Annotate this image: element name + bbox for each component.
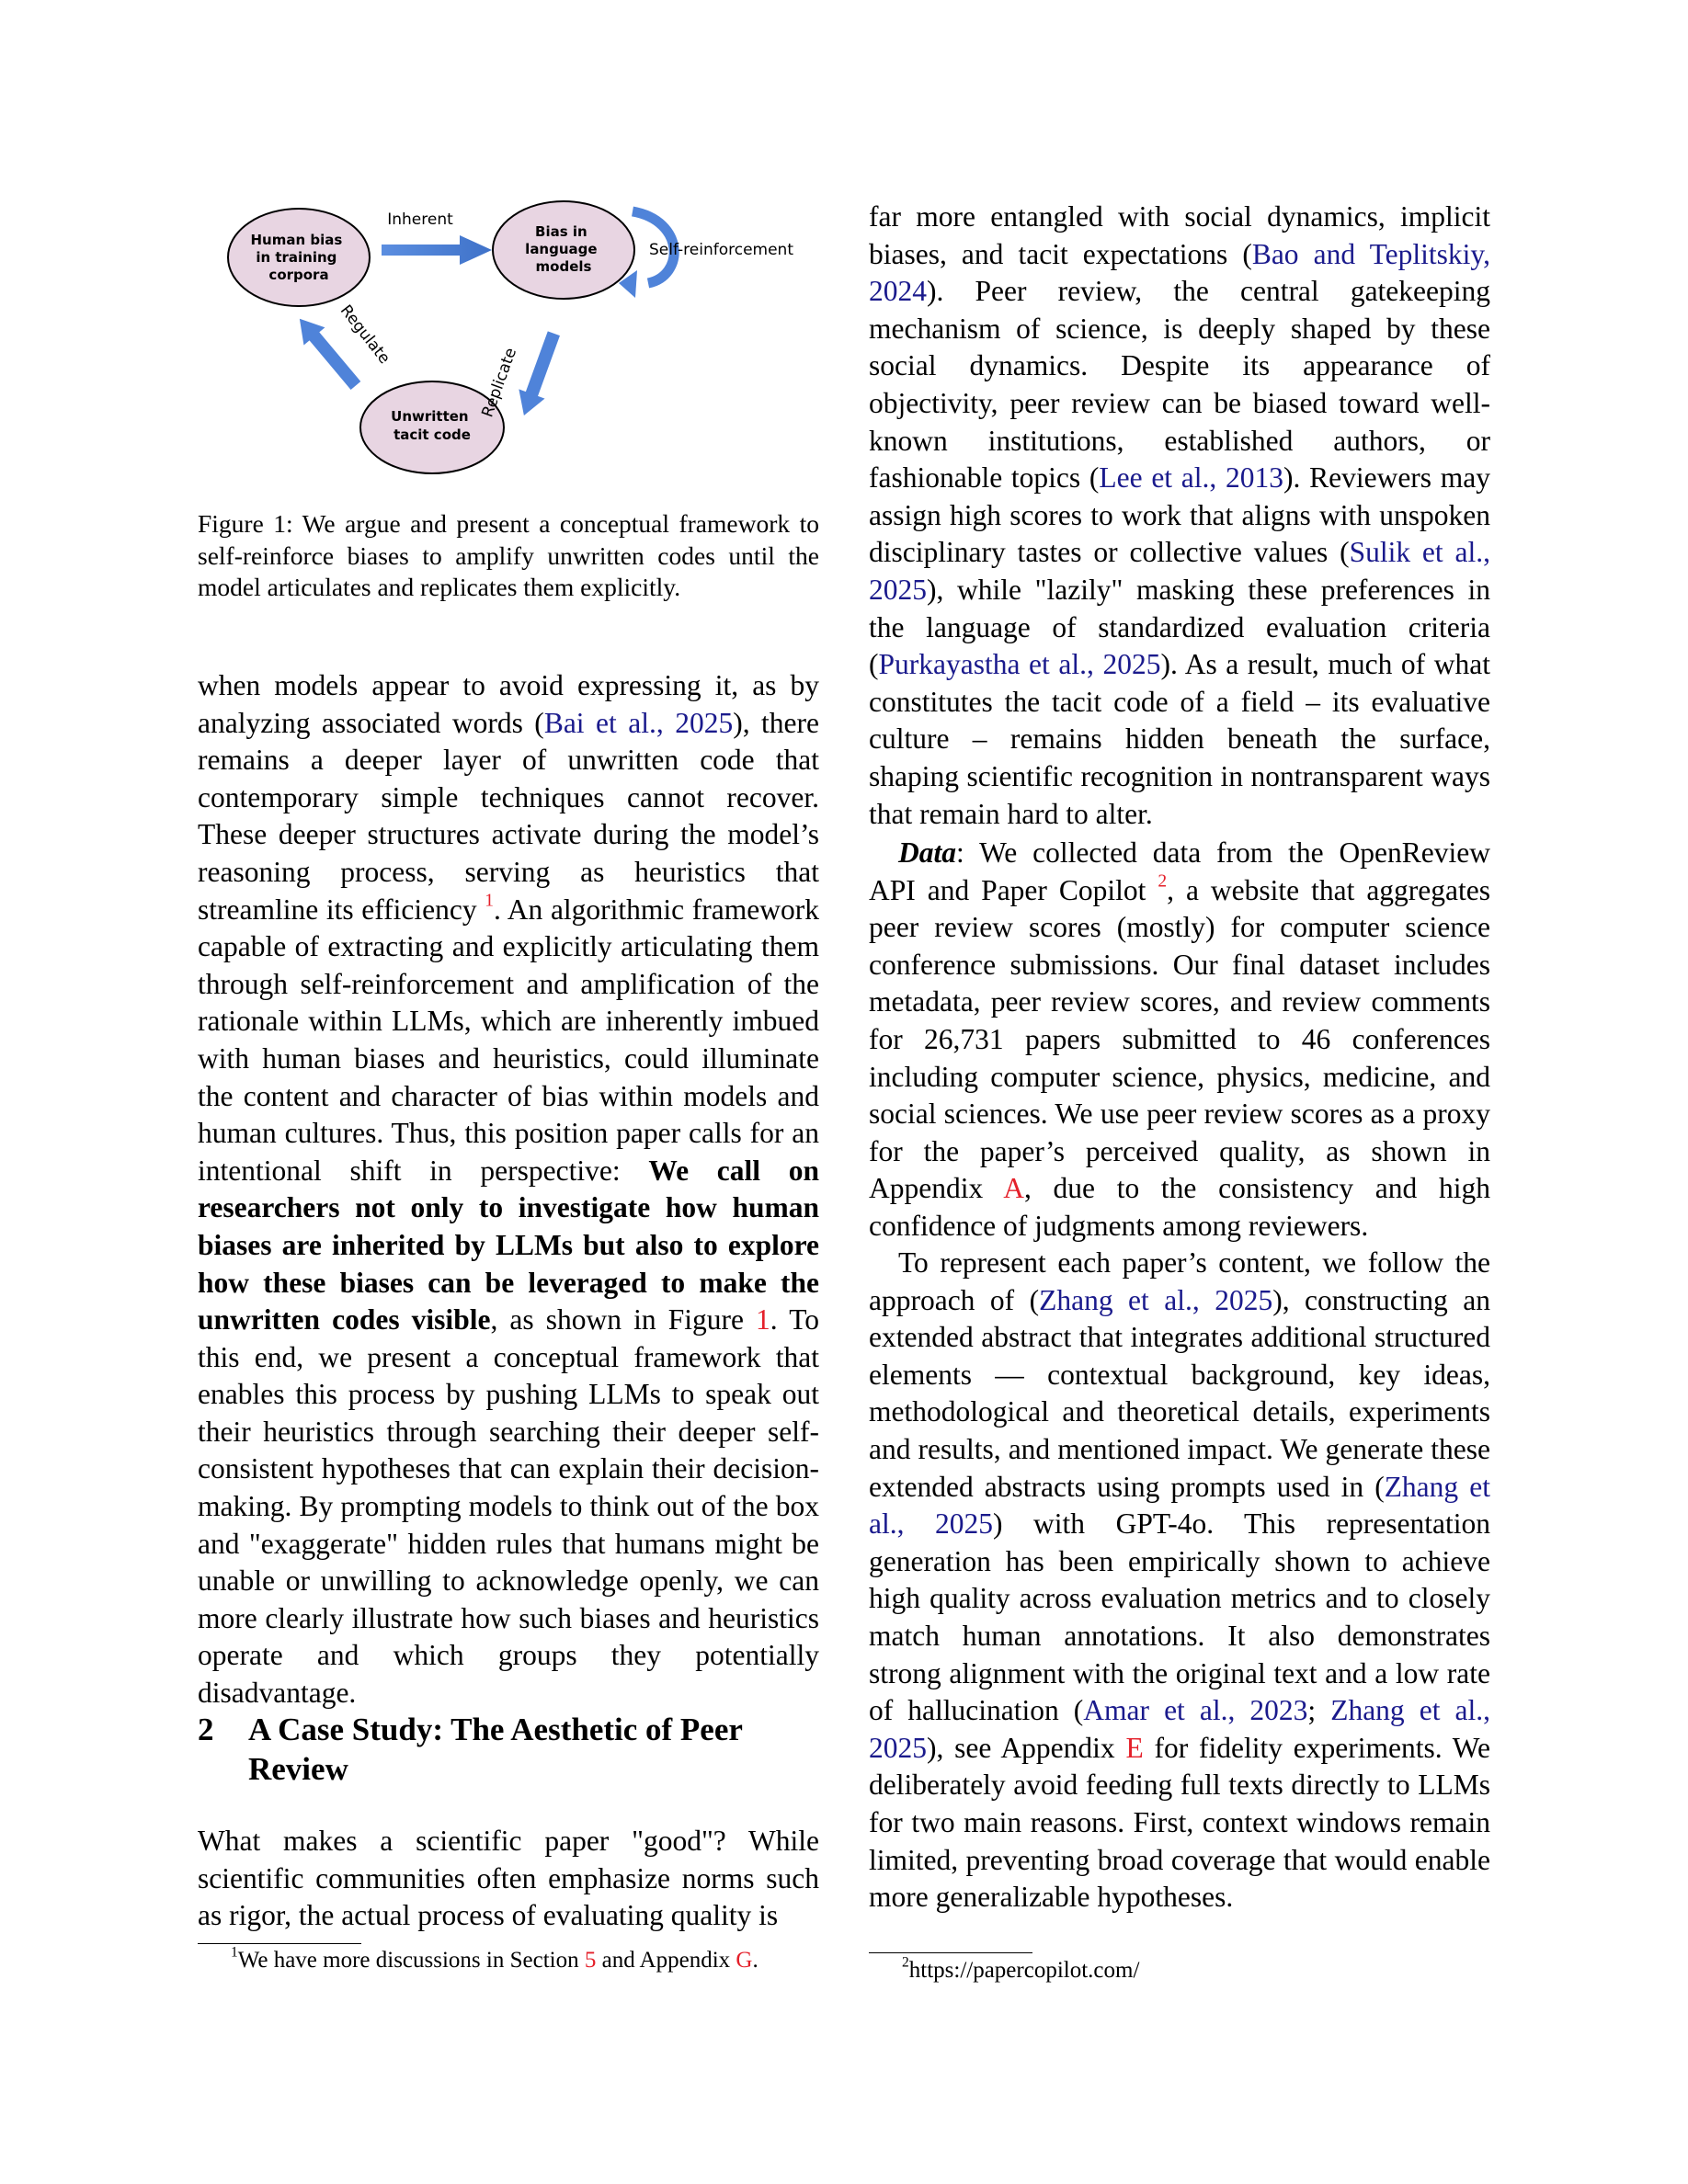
label-inherent: Inherent	[387, 210, 453, 229]
appendix-ref-a[interactable]: A	[1003, 1172, 1024, 1205]
arrow-inherent	[382, 235, 492, 265]
node-human-bias-label: Human bias in training corpora	[250, 232, 343, 283]
citation-amar-2023[interactable]: Amar et al., 2023	[1083, 1694, 1308, 1727]
figure-1-diagram	[198, 184, 819, 487]
section-title: A Case Study: The Aesthetic of Peer Review	[248, 1712, 743, 1787]
arrow-replicate	[511, 329, 567, 421]
data-lead: Data	[898, 836, 956, 869]
node-llm-bias-label: Bias in language models	[525, 223, 598, 275]
citation-bao-2024[interactable]: Bao and Teplitskiy, 2024	[869, 237, 1490, 308]
label-regulate: Regulate	[336, 301, 394, 368]
papercopilot-url[interactable]: https://papercopilot.com/	[908, 1958, 1140, 1983]
footnote-1: $^1$We have more discussions in Section 5 and Appendix G.	[231, 1944, 758, 1973]
figure-1-caption: Figure 1: We argue and present a conceptual framework to self-reinforce biases to amplify unwritten codes until the model articulates and replicates them explicitly.	[198, 509, 819, 601]
citation-zhang-2025-a[interactable]: Zhang et al., 2025	[1039, 1283, 1273, 1316]
appendix-ref-g[interactable]: G	[736, 1948, 753, 1973]
citation-bai-2025[interactable]: Bai et al., 2025	[543, 706, 734, 739]
footnote-rule-right	[869, 1952, 1032, 1953]
label-self-reinforcement: Self-reinforcement	[649, 241, 794, 259]
citation-purkayastha-2025[interactable]: Purkayastha et al., 2025	[878, 648, 1161, 681]
citation-sulik-2025[interactable]: Sulik et al., 2025	[869, 536, 1490, 606]
figure-ref-1[interactable]: 1	[756, 1303, 770, 1337]
right-paragraph-representation: To represent each paper’s content, we follow the approach of (Zhang et al., 2025), constructing an extended abstract that integrates additional structured elements — contextual background, key ideas, methodological and theoretical details, experiments and results, and mentioned impact. We generate these extended abstracts using prompts used in (Zhang et al., 2025) with GPT-4o. This representation generation has been empirically shown to achieve high quality across evaluation metrics and to closely match human annotations. It also demonstrates strong alignment with the original text and a low rate of hallucination (Amar et al., 2023; Zhang et al., 2025), see Appendix E for fidelity experiments. We deliberately avoid feeding full texts directly to LLMs for two main reasons. First, context windows remain limited, preventing broad coverage that would enable more generalizable hypotheses.	[869, 1246, 1491, 1914]
appendix-ref-e[interactable]: E	[1125, 1731, 1144, 1764]
right-paragraph-1: far more entangled with social dynamics, implicit biases, and tacit expectations (Bao and Teplitskiy, 2024). Peer review, the central gatekeeping mechanism of science, is deeply shaped by these social dynamics. Despite its appearance of objectivity, peer review can be biased toward well-known institutions, established authors, or fashionable topics (Lee et al., 2013). Reviewers may assign high scores to work that aligns with unspoken disciplinary tastes or collective values (Sulik et al., 2025), while "lazily" masking these preferences in the language of standardized evaluation criteria (Purkayastha et al., 2025). As a result, much of what constitutes the tacit code of a field – its evaluative culture – remains hidden beneath the surface, shaping scientific recognition in nontransparent ways that remain hard to alter.	[869, 200, 1491, 830]
citation-zhang-2025-b[interactable]: Zhang et al., 2025	[869, 1470, 1490, 1541]
section-2-heading	[198, 1710, 819, 1789]
footnote-ref-1[interactable]: 1	[485, 890, 495, 910]
footnote-rule-left	[198, 1943, 361, 1944]
footnote-2: $^2$https://papercopilot.com/	[902, 1954, 1140, 1983]
citation-zhang-2025-c[interactable]: Zhang et al., 2025	[869, 1694, 1490, 1764]
section-number: 2	[198, 1712, 214, 1747]
footnote-ref-2[interactable]: 2	[1158, 870, 1168, 891]
node-tacit-code-label: Unwritten tacit code	[391, 408, 471, 443]
citation-lee-2013[interactable]: Lee et al., 2013	[1099, 461, 1283, 495]
left-paragraph-1: when models appear to avoid expressing it, as by analyzing associated words (Bai et al., 2025), there remains a deeper layer of unwritten code that contemporary simple techniques cannot recover. These deeper structures activate during the model’s reasoning process, serving as heuristics that streamline its efficiency $^1$. An algorithmic framework capable of extracting and explicitly articulating them through self-reinforcement and amplification of the rationale within LLMs, which are inherently imbued with human biases and heuristics, could illuminate the content and character of bias within models and human cultures. Thus, this position paper calls for an intentional shift in perspective: We call on researchers not only to investigate how human biases are inherited by LLMs but also to explore how these biases can be leveraged to make the unwritten codes visible, as shown in Figure 1. To this end, we present a conceptual framework that enables this process by pushing LLMs to speak out their heuristics through searching their deeper self-consistent hypotheses that can explain their decision-making. By prompting models to think out of the box and "exaggerate" hidden rules that humans might be unable or unwilling to acknowledge openly, we can more clearly illustrate how such biases and heuristics operate and which groups they potentially disadvantage.	[198, 669, 820, 1710]
left-paragraph-2: What makes a scientific paper "good"? While scientific communities often emphasize norms such as rigor, the actual process of evaluating quality is	[198, 1825, 819, 1932]
right-paragraph-data: Data: We collected data from the OpenReview API and Paper Copilot $^2$, a website that aggregates peer review scores (mostly) for computer science conference submissions. Our final dataset includes metadata, peer review scores, and review comments for 26,731 papers submitted to 46 conferences including computer science, physics, medicine, and social sciences. We use peer review scores as a proxy for the paper’s perceived quality, as shown in Appendix A, due to the consistency and high confidence of judgments among reviewers.	[869, 836, 1490, 1242]
section-ref-5[interactable]: 5	[584, 1948, 597, 1973]
label-replicate: Replicate	[478, 345, 521, 420]
call-to-action: We call on researchers not only to investigate how human biases are inherited by LLMs but also to explore how these biases can be leveraged to make the unwritten codes visible	[198, 1154, 820, 1337]
